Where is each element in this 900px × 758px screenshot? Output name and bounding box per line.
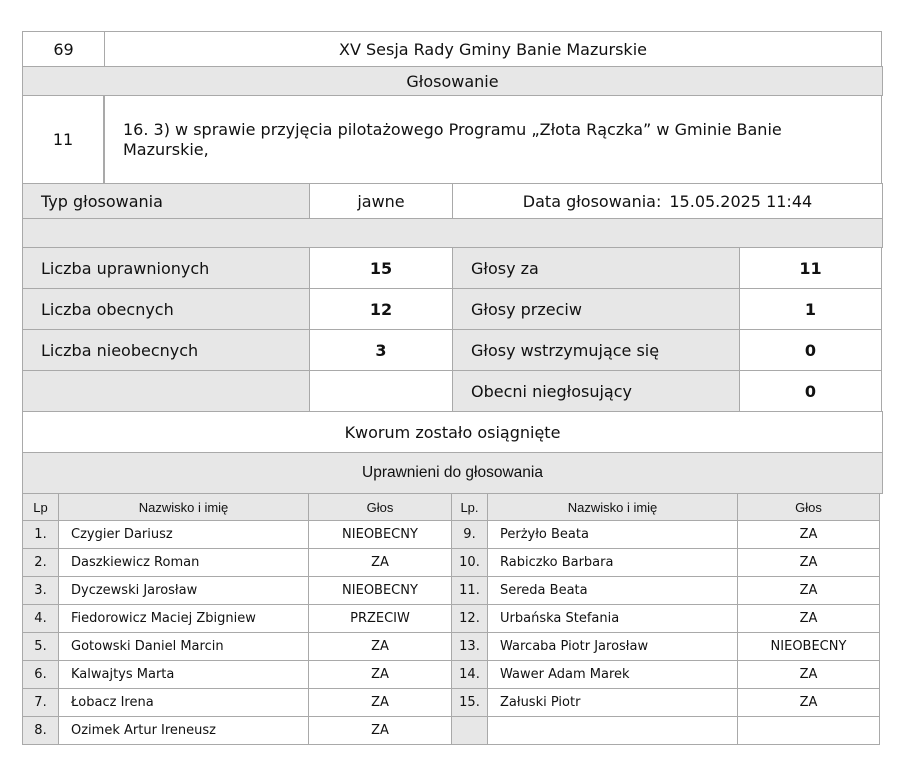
row-vote — [737, 716, 880, 745]
row-lp: 3. — [22, 576, 59, 605]
row-vote: NIEOBECNY — [737, 632, 880, 661]
item-description: 16. 3) w sprawie przyjęcia pilotażowego Programu „Złota Rączka” w Gminie Banie Mazurskie, — [104, 95, 882, 184]
row-vote: ZA — [737, 688, 880, 717]
col-lp: Lp. — [451, 493, 488, 521]
vote-date-value: 15.05.2025 11:44 — [669, 191, 813, 211]
row-vote: ZA — [308, 632, 452, 661]
session-title: XV Sesja Rady Gminy Banie Mazurskie — [104, 31, 882, 67]
col-vote: Głos — [308, 493, 452, 521]
row-vote: NIEOBECNY — [308, 520, 452, 549]
vote-type-value: jawne — [309, 183, 453, 219]
row-name: Urbańska Stefania — [487, 604, 738, 633]
row-vote: ZA — [308, 688, 452, 717]
voters-table-body — [22, 520, 882, 744]
row-name: Rabiczko Barbara — [487, 548, 738, 577]
row-vote: ZA — [737, 576, 880, 605]
item-number: 11 — [22, 95, 105, 184]
voters-title: Uprawnieni do głosowania — [22, 452, 883, 494]
stat-label: Liczba obecnych — [22, 288, 310, 330]
stat-value: 15 — [309, 247, 453, 289]
stat-label: Głosy wstrzymujące się — [452, 329, 740, 371]
vote-type-label: Typ głosowania — [22, 183, 310, 219]
row-vote: ZA — [737, 604, 880, 633]
row-vote: ZA — [737, 520, 880, 549]
row-name: Perżyło Beata — [487, 520, 738, 549]
stat-value: 0 — [739, 370, 882, 412]
stat-empty — [309, 370, 453, 412]
vote-date — [452, 183, 883, 219]
record-number: 69 — [22, 31, 105, 67]
row-name: Ozimek Artur Ireneusz — [58, 716, 309, 745]
table-row — [22, 520, 882, 548]
table-row — [22, 632, 882, 660]
row-lp: 9. — [451, 520, 488, 549]
row-lp: 12. — [451, 604, 488, 633]
col-name: Nazwisko i imię — [58, 493, 309, 521]
row-lp: 11. — [451, 576, 488, 605]
stat-value: 1 — [739, 288, 882, 330]
stat-value: 3 — [309, 329, 453, 371]
row-name: Łobacz Irena — [58, 688, 309, 717]
row-name: Załuski Piotr — [487, 688, 738, 717]
table-row — [22, 548, 882, 576]
table-row — [22, 604, 882, 632]
col-lp: Lp — [22, 493, 59, 521]
row-name: Wawer Adam Marek — [487, 660, 738, 689]
row-name: Fiedorowicz Maciej Zbigniew — [58, 604, 309, 633]
stat-value: 0 — [739, 329, 882, 371]
stat-value: 11 — [739, 247, 882, 289]
row-lp: 15. — [451, 688, 488, 717]
stat-label: Liczba uprawnionych — [22, 247, 310, 289]
table-row — [22, 660, 882, 688]
row-vote: ZA — [308, 548, 452, 577]
row-name: Czygier Dariusz — [58, 520, 309, 549]
row-name: Daszkiewicz Roman — [58, 548, 309, 577]
voting-sheet — [22, 31, 882, 744]
row-lp: 14. — [451, 660, 488, 689]
row-lp: 7. — [22, 688, 59, 717]
row-lp: 10. — [451, 548, 488, 577]
row-vote: PRZECIW — [308, 604, 452, 633]
spacer-band — [22, 218, 883, 248]
vote-date-label: Data głosowania: — [522, 191, 662, 211]
row-lp: 6. — [22, 660, 59, 689]
row-name: Kalwajtys Marta — [58, 660, 309, 689]
row-lp: 13. — [451, 632, 488, 661]
row-lp: 5. — [22, 632, 59, 661]
row-vote: ZA — [737, 660, 880, 689]
table-row — [22, 688, 882, 716]
row-lp: 8. — [22, 716, 59, 745]
stat-label: Liczba nieobecnych — [22, 329, 310, 371]
row-name: Gotowski Daniel Marcin — [58, 632, 309, 661]
row-name: Warcaba Piotr Jarosław — [487, 632, 738, 661]
row-vote: ZA — [308, 716, 452, 745]
stat-empty — [22, 370, 310, 412]
stat-label: Głosy za — [452, 247, 740, 289]
row-vote: NIEOBECNY — [308, 576, 452, 605]
row-lp: 2. — [22, 548, 59, 577]
row-lp: 4. — [22, 604, 59, 633]
row-name: Sereda Beata — [487, 576, 738, 605]
quorum-status: Kworum zostało osiągnięte — [22, 411, 883, 453]
table-header — [22, 493, 882, 520]
header-row — [22, 31, 882, 66]
col-vote: Głos — [737, 493, 880, 521]
row-vote: ZA — [308, 660, 452, 689]
stat-label: Obecni niegłosujący — [452, 370, 740, 412]
row-vote: ZA — [737, 548, 880, 577]
table-row — [22, 576, 882, 604]
table-row — [22, 716, 882, 744]
row-name — [487, 716, 738, 745]
section-title: Głosowanie — [22, 66, 883, 96]
stat-value: 12 — [309, 288, 453, 330]
col-name: Nazwisko i imię — [487, 493, 738, 521]
stat-label: Głosy przeciw — [452, 288, 740, 330]
row-name: Dyczewski Jarosław — [58, 576, 309, 605]
row-lp — [451, 716, 488, 745]
row-lp: 1. — [22, 520, 59, 549]
